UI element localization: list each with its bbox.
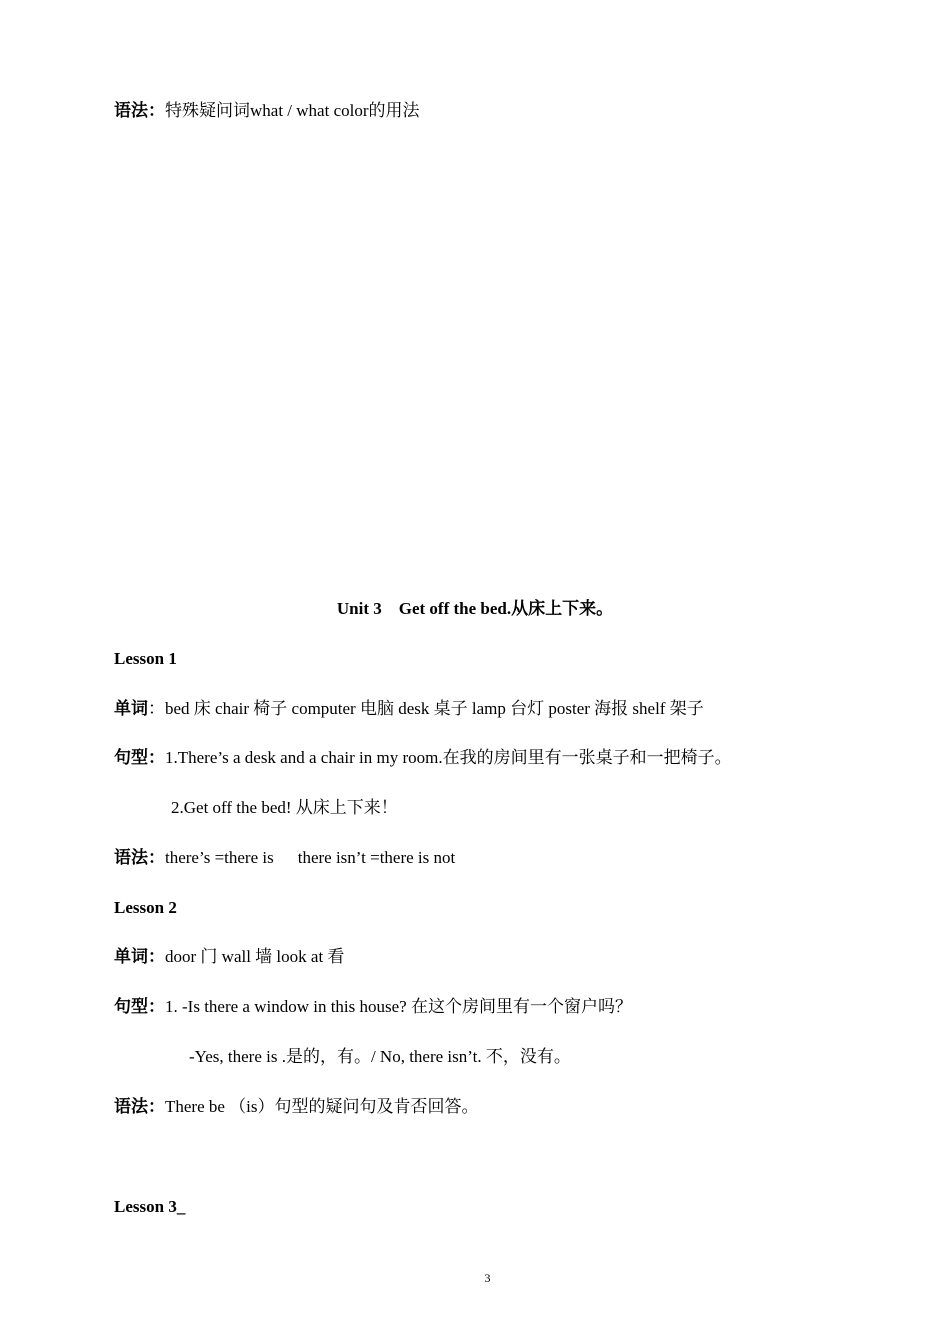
vocab-text: door 门 wall 墙 look at 看 — [165, 947, 345, 966]
lesson1-sentence-line-1 — [114, 747, 732, 769]
unit-title: Unit 3 Get off the bed.从床上下来。 — [336, 599, 614, 618]
lesson2-sentence-line-1 — [114, 996, 632, 1018]
lesson1-grammar-line — [114, 847, 455, 869]
sentence-text: 1. -Is there a window in this house? 在这个房间里有一个窗户吗？ — [165, 997, 632, 1016]
sentence-text: 1.There’s a desk and a chair in my room.在我的房间里有一张桌子和一把椅子。 — [165, 748, 732, 767]
lesson3-heading: Lesson 3_ — [114, 1197, 186, 1216]
vocab-colon: ： — [148, 699, 165, 718]
lesson2-heading: Lesson 2 — [114, 898, 177, 917]
lesson1-vocab-line — [114, 698, 704, 720]
lesson2-grammar-line — [114, 1096, 479, 1118]
vocab-label: 单词 — [114, 699, 148, 718]
grammar-text: 特殊疑问词what / what color的用法 — [165, 101, 420, 120]
vocab-text: bed 床 chair 椅子 computer 电脑 desk 桌子 lamp 台灯 poster 海报 shelf 架子 — [165, 699, 704, 718]
lesson2-sentence-line-2: -Yes, there is .是的，有。/ No, there isn’t. 不，没有。 — [189, 1047, 571, 1066]
grammar-line-top — [114, 100, 420, 122]
sentence-label: 句型： — [114, 748, 165, 767]
grammar-label: 语法： — [114, 1097, 165, 1116]
lesson1-sentence-line-2: 2.Get off the bed! 从床上下来！ — [171, 798, 398, 817]
grammar-text-b: there isn’t =there is not — [297, 848, 456, 867]
sentence-label: 句型： — [114, 997, 165, 1016]
lesson1-heading: Lesson 1 — [114, 649, 177, 668]
grammar-text-a: there’s =there is — [165, 848, 274, 867]
grammar-text: There be （is）句型的疑问句及肯否回答。 — [165, 1097, 479, 1116]
page-number: 3 — [484, 1271, 491, 1285]
vocab-label: 单词： — [114, 947, 165, 966]
lesson2-vocab-line — [114, 946, 344, 968]
grammar-label: 语法： — [114, 848, 165, 867]
grammar-label: 语法： — [114, 101, 165, 120]
